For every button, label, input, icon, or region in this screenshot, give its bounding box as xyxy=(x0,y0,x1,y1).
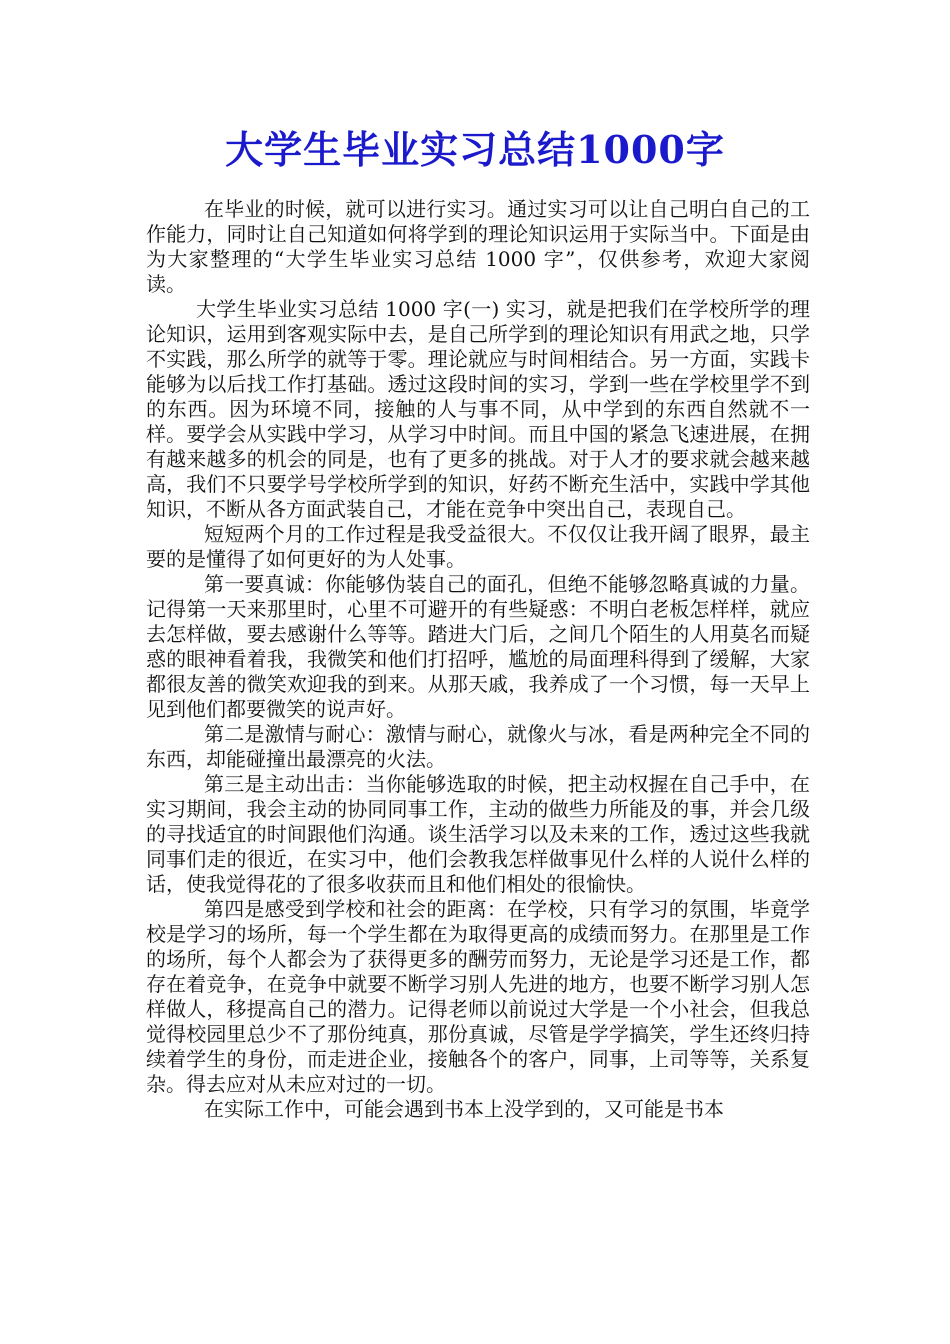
paragraph-sincerity: 第一要真诚：你能够伪装自己的面孔，但绝不能够忽略真诚的力量。记得第一天来那里时，心里不可避开的有些疑惑：不明白老板怎样样，就应去怎样做，要去感谢什么等等。踏进大门后，之间几个陌生的人用莫名而疑惑的眼神看着我，我微笑和他们打招呼，尴尬的局面理科得到了缓解，大家都很友善的微笑欢迎我的到来。从那天戚，我养成了一个习惯，每一天早上见到他们都要微笑的说声好。 xyxy=(146,572,810,721)
paragraph-passion-patience: 第二是激情与耐心：激情与耐心，就像火与冰，看是两种完全不同的东西，却能碰撞出最漂亮的火法。 xyxy=(146,722,810,771)
paragraph-school-society: 第四是感受到学校和社会的距离：在学校，只有学习的氛围，毕竟学校是学习的场所，每一个学生都在为取得更高的成绩而努力。在那里是工作的场所，每个人都会为了获得更多的酬劳而努力，无论是学习还是工作，都存在着竞争，在竞争中就要不断学习别人先进的地方，也要不断学习别人怎样做人，移提高自己的潜力。记得老师以前说过大学是一个小社会，但我总觉得校园里总少不了那份纯真，那份真诚，尽管是学学搞笑，学生还终归持续着学生的身份，而走进企业，接触各个的客户，同事，上司等等，关系复杂。得去应对从未应对过的一切。 xyxy=(146,897,810,1096)
paragraph-intro: 在毕业的时候，就可以进行实习。通过实习可以让自己明白自己的工作能力，同时让自己知道如何将学到的理论知识运用于实际当中。下面是由为大家整理的“大学生毕业实习总结 1000 字”，仅供参考，欢迎大家阅读。 xyxy=(146,197,810,296)
paragraph-summary-one: 大学生毕业实习总结 1000 字(一) 实习，就是把我们在学校所学的理论知识，运用到客观实际中去，是自己所学到的理论知识有用武之地，只学不实践，那么所学的就等于零。理论就应与时间相结合。另一方面，实践卡能够为以后找工作打基础。透过这段时间的实习，学到一些在学校里学不到的东西。因为环境不同，接触的人与事不同，从中学到的东西自然就不一样。要学会从实践中学习，从学习中时间。而且中国的紧急飞速进展，在拥有越来越多的机会的同是，也有了更多的挑战。对于人才的要求就会越来越高，我们不只要学号学校所学到的知识，好药不断充生活中，实践中学其他知识，不断从各方面武装自己，才能在竞争中突出自己，表现自己。 xyxy=(146,297,810,521)
paragraph-two-months: 短短两个月的工作过程是我受益很大。不仅仅让我开阔了眼界，最主要的是懂得了如何更好的为人处事。 xyxy=(146,522,810,571)
paragraph-practical-work: 在实际工作中，可能会遇到书本上没学到的，又可能是书本 xyxy=(204,1097,724,1121)
document-body xyxy=(146,197,810,1122)
document-title: 大学生毕业实习总结1000字 xyxy=(225,127,725,172)
paragraph-initiative: 第三是主动出击：当你能够选取的时候，把主动权握在自己手中，在实习期间，我会主动的协同同事工作，主动的做些力所能及的事，并会几级的寻找适宜的时间跟他们沟通。谈生活学习以及未来的工作，透过这些我就同事们走的很近，在实习中，他们会教我怎样做事见什么样的人说什么样的话，使我觉得花的了很多收获而且和他们相处的很愉快。 xyxy=(146,772,810,896)
